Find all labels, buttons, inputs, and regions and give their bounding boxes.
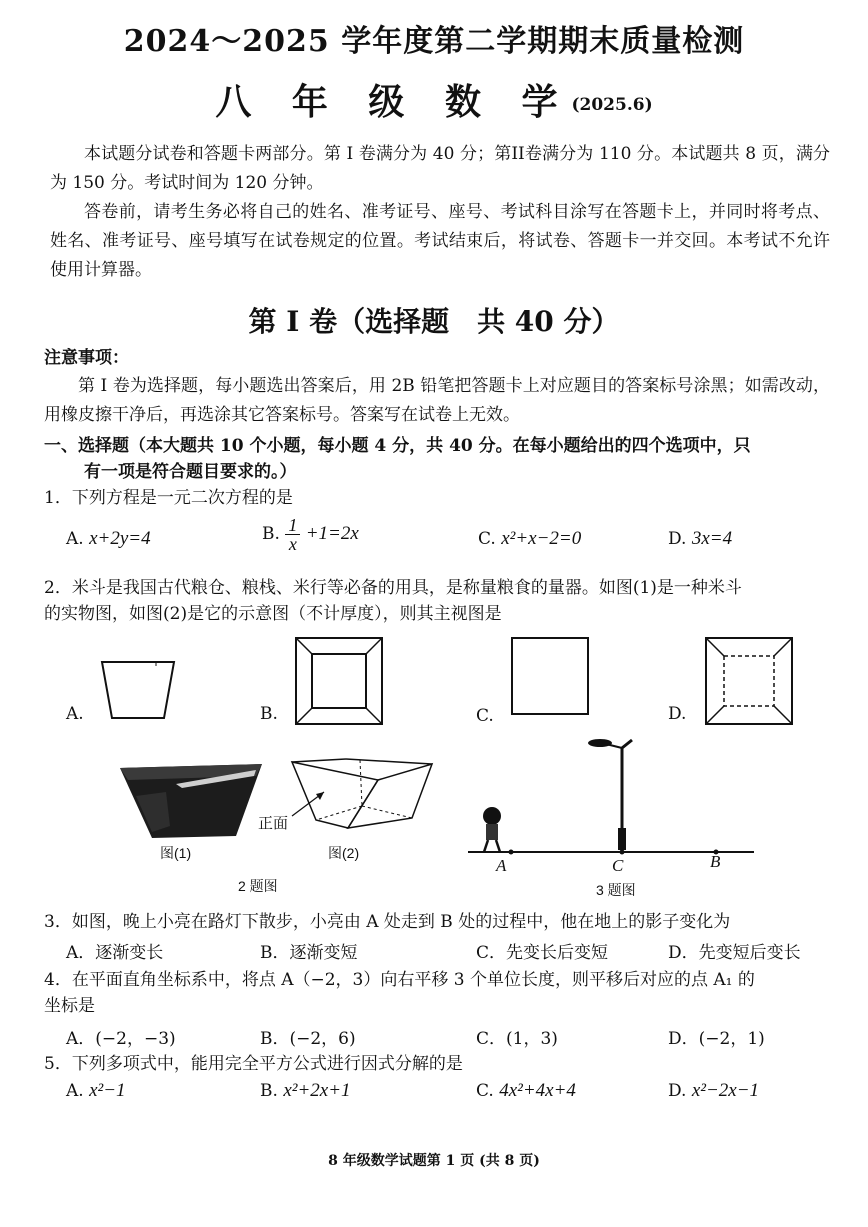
part-heading-line2: 有一项是符合题目要求的。）: [84, 462, 297, 482]
q5-option-a-label: A.: [66, 1081, 84, 1101]
q1-option-b-denominator: x: [288, 534, 297, 554]
subject-name: 八 年 级 数 学: [215, 81, 572, 123]
q2-option-c-label: C.: [476, 706, 494, 726]
q4-stem-line1: 4．在平面直角坐标系中，将点 A（−2，3）向右平移 3 个单位长度，则平移后对应的点 A₁ 的: [44, 970, 755, 990]
q2-option-d-figure: [704, 636, 794, 726]
q5-stem: 5．下列多项式中，能用完全平方公式进行因式分解的是: [44, 1054, 463, 1074]
q5-option-c: [476, 1080, 576, 1102]
q4-stem-line2: 坐标是: [44, 996, 95, 1016]
q5-option-a: [66, 1080, 126, 1102]
q1-option-b: [262, 516, 359, 553]
q2-option-d-label: D.: [668, 704, 687, 724]
exam-title: 2024～2025 学年度第二学期期末质量检测: [123, 24, 745, 59]
q2-figure-caption: 2 题图: [238, 878, 278, 894]
q3-figure-caption: 3 题图: [596, 882, 636, 898]
q5-option-d: [668, 1080, 759, 1102]
q2-option-a-figure: [100, 660, 176, 720]
q3-option-a: A．逐渐变长: [66, 943, 164, 963]
q1-option-d-label: D.: [668, 529, 687, 549]
q2-stem-line2: 的实物图，如图(2)是它的示意图（不计厚度），则其主视图是: [44, 604, 502, 624]
q3-point-a: A: [496, 856, 507, 875]
q5-option-d-expr: x²−2x−1: [691, 1080, 760, 1101]
q2-figure1-caption: 图(1): [160, 845, 192, 861]
q4-option-c: C．(1，3): [476, 1029, 558, 1049]
q2-option-a-label: A.: [66, 704, 84, 724]
q3-point-c: C: [612, 856, 624, 875]
q5-option-d-label: D.: [668, 1081, 687, 1101]
q2-option-b-figure: [294, 636, 384, 726]
intro-paragraph-2: 答卷前，请考生务必将自己的姓名、准考证号、座号、考试科目涂写在答题卡上，并同时将考点、姓名、准考证号、座号填写在试卷规定的位置。考试结束后，将试卷、答题卡一并交回。本考试不允许使用计算器。: [50, 202, 830, 280]
q3-option-c: C．先变长后变短: [476, 943, 609, 963]
notice-text: 第 I 卷为选择题，每小题选出答案后，用 2B 铅笔把答题卡上对应题目的答案标号涂黑；如需改动，用橡皮擦干净后，再选涂其它答案标号。答案写在试卷上无效。: [44, 376, 830, 425]
section-title: 第 I 卷（选择题 共 40 分）: [248, 305, 620, 338]
q3-street-lamp-figure: [466, 734, 756, 864]
q3-option-b: B．逐渐变短: [260, 943, 358, 963]
q1-option-c-label: C.: [478, 529, 496, 549]
q4-option-d: D．(−2，1): [668, 1029, 765, 1049]
q5-option-b-expr: x²+2x+1: [283, 1080, 351, 1101]
q3-option-d: D．先变短后变长: [668, 943, 801, 963]
q1-option-a: [66, 528, 151, 550]
notice-title: 注意事项：: [44, 348, 129, 368]
q1-option-c-expr: x²+x−2=0: [501, 528, 582, 549]
q5-option-b: [260, 1080, 351, 1102]
q2-front-label: 正面: [258, 815, 289, 832]
q2-figure2-caption: 图(2): [328, 845, 360, 861]
intro-paragraph-1: 本试题分试卷和答题卡两部分。第 I 卷满分为 40 分；第II卷满分为 110 分。本试题共 8 页，满分为 150 分。考试时间为 120 分钟。: [50, 144, 830, 193]
q4-option-b: B．(−2，6): [260, 1029, 356, 1049]
q1-option-d-expr: 3x=4: [691, 528, 733, 549]
page-footer: 8 年级数学试题第 1 页 (共 8 页): [328, 1153, 540, 1169]
q5-option-c-expr: 4x²+4x+4: [499, 1080, 576, 1101]
q5-option-b-label: B.: [260, 1081, 278, 1101]
q2-rice-measure-diagram: [290, 758, 440, 844]
q3-point-b: B: [710, 852, 721, 871]
q1-option-a-label: A.: [66, 529, 84, 549]
q2-stem-line1: 2．米斗是我国古代粮仓、粮栈、米行等必备的用具，是称量粮食的量器。如图(1)是一种米斗: [44, 578, 742, 598]
q5-option-a-expr: x²−1: [89, 1080, 126, 1101]
q2-rice-measure-photo: [116, 756, 266, 840]
part-heading-line1: 一、选择题（本大题共 10 个小题，每小题 4 分，共 40 分。在每小题给出的四个选项中，只: [44, 436, 751, 456]
q1-option-b-numerator: 1: [285, 516, 300, 535]
q1-stem: 1．下列方程是一元二次方程的是: [44, 488, 293, 508]
subject-title: [0, 74, 868, 125]
q5-option-c-label: C.: [476, 1081, 494, 1101]
q4-option-a: A．(−2，−3): [66, 1029, 176, 1049]
q2-option-b-label: B.: [260, 704, 278, 724]
q3-stem: 3．如图，晚上小亮在路灯下散步，小亮由 A 处走到 B 处的过程中，他在地上的影子变化为: [44, 912, 731, 932]
q1-option-b-label: B.: [262, 524, 280, 544]
exam-date: (2025.6): [571, 95, 653, 115]
q1-option-b-fraction: [285, 516, 300, 553]
q1-option-a-expr: x+2y=4: [89, 528, 151, 549]
q1-option-b-rest: +1=2x: [305, 523, 359, 544]
q2-option-c-figure: [510, 636, 590, 716]
q1-option-c: [478, 528, 581, 550]
q1-option-d: [668, 528, 732, 550]
